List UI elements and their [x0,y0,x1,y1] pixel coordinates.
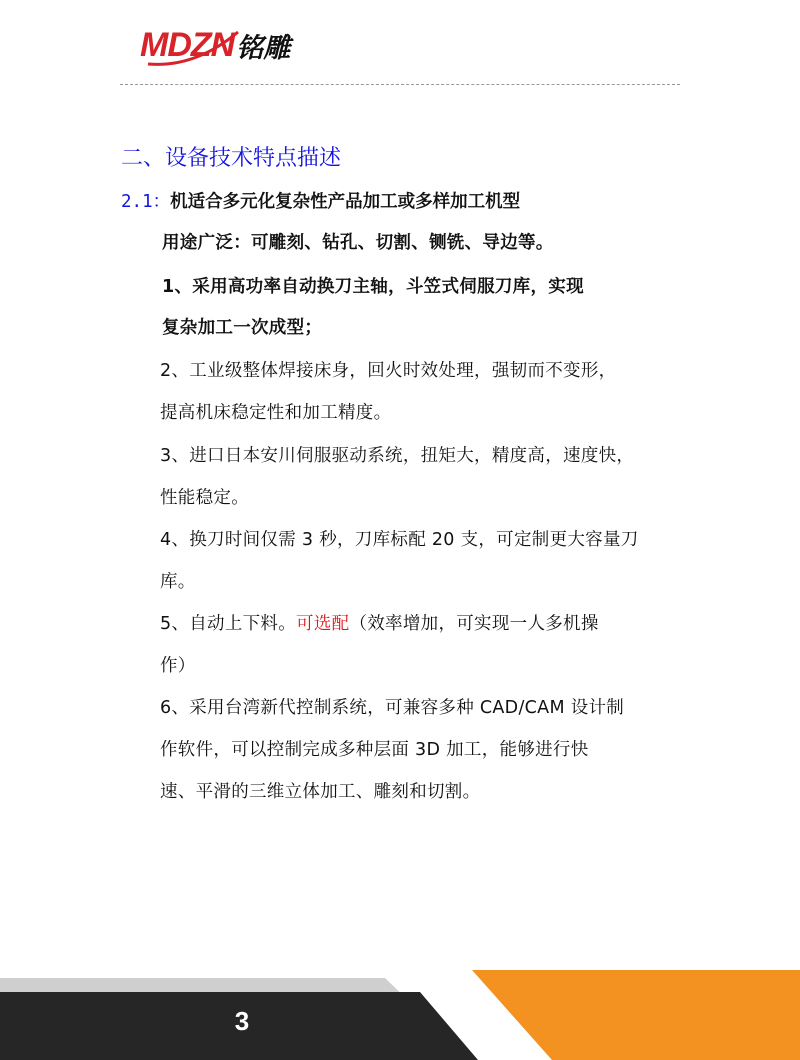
list-item-3-line-1: 3、进口日本安川伺服驱动系统，扭矩大，精度高，速度快， [160,446,635,466]
list-item-1-line-1: 1、采用高功率自动换刀主轴，斗笠式伺服刀库，实现 [162,277,584,297]
list-item-5-prefix: 5、自动上下料。 [160,614,297,634]
header-divider [120,84,680,85]
list-item-5-line-2: 作） [160,656,196,676]
list-item-6-line-2: 作软件，可以控制完成多种层面 3D 加工，能够进行快 [160,740,589,760]
list-item-5-line-1 [160,610,682,635]
list-item-4-line-1: 4、换刀时间仅需 3 秒，刀库标配 20 支，可定制更大容量刀 [160,530,639,550]
optional-highlight: 可选配 [296,614,350,634]
list-item-6-line-1: 6、采用台湾新代控制系统，可兼容多种 CAD/CAM 设计制 [160,698,625,718]
subsection-text: 机适合多元化复杂性产品加工或多样加工机型 [170,192,521,212]
logo-chinese-text: 铭雕 [236,32,291,64]
list-item-6-line-3: 速、平滑的三维立体加工、雕刻和切割。 [160,782,481,802]
list-item-2-line-1: 2、工业级整体焊接床身，回火时效处理，强韧而不变形， [160,361,617,381]
footer-band [0,970,800,1060]
subsection-heading [121,188,520,216]
logo-latin-text: MDZN [140,25,235,64]
intro-paragraph: 用途广泛：可雕刻、钻孔、切割、铡铣、导边等。 [162,233,554,253]
list-item-1-line-2: 复杂加工一次成型； [162,318,323,338]
list-item-4-line-2: 库。 [160,572,196,592]
brand-logo [140,20,290,70]
page-number: 3 [234,1006,250,1036]
subsection-number: 2.1： [121,192,171,212]
list-item-2-line-2: 提高机床稳定性和加工精度。 [160,403,392,423]
footer-orange-band [472,970,800,1060]
section-heading: 二、设备技术特点描述 [121,146,342,171]
list-item-3-line-2: 性能稳定。 [160,488,249,508]
list-item-5-suffix: （效率增加，可实现一人多机操 [349,614,599,634]
